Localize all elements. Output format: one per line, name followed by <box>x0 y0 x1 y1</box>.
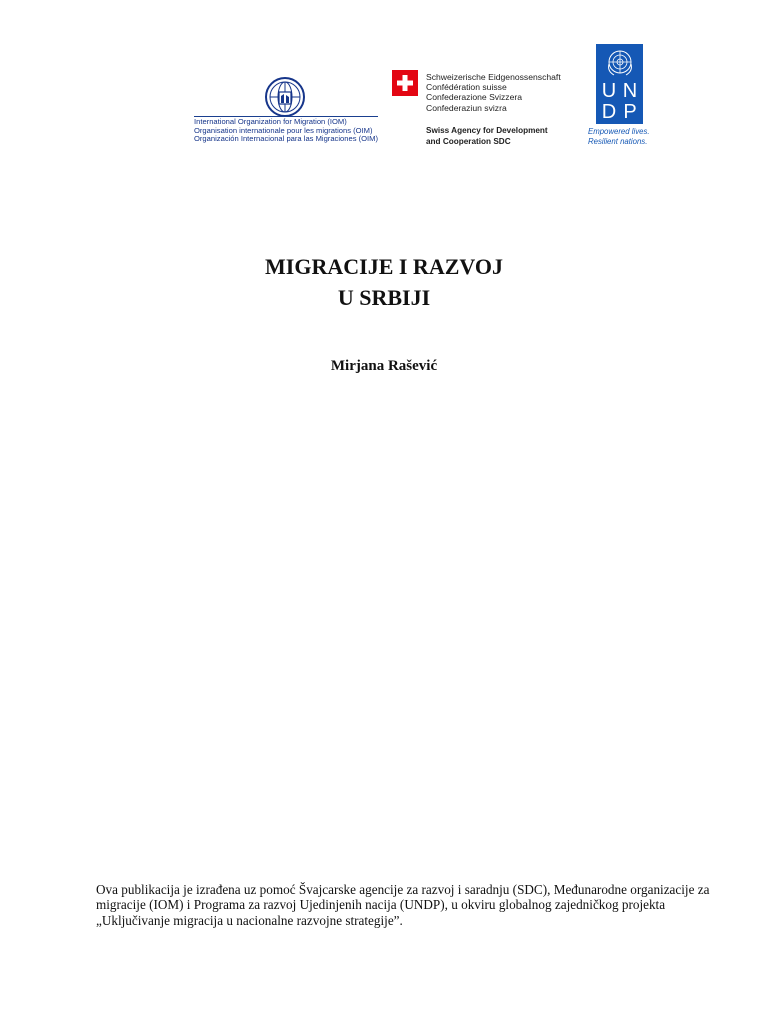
iom-emblem-icon <box>264 76 306 118</box>
un-emblem-icon <box>605 47 635 77</box>
publication-note: Ova publikacija je izrađena uz pomoć Švajcarske agencije za razvoj i saradnju (SDC), Međunarodne organizacije za migracije (IOM) i Programa za razvoj Ujedinjenih nacija (UNDP), u okviru globalnog zajedničkog projekta „Uključivanje migracija u nacionalne razvojne strategije”. <box>96 882 710 928</box>
iom-logo <box>192 76 382 150</box>
undp-tagline <box>588 127 650 146</box>
undp-letter: D <box>601 101 617 123</box>
iom-name-lines <box>194 118 380 144</box>
iom-name-line: International Organization for Migration (IOM) <box>194 117 347 126</box>
author-name: Mirjana Rašević <box>330 358 438 374</box>
swiss-name-line: Confédération suisse <box>426 82 507 93</box>
undp-letter: N <box>622 80 638 102</box>
swiss-sdc-logo <box>392 68 562 150</box>
swiss-agency-line: and Cooperation SDC <box>426 136 511 146</box>
swiss-name-line: Confederaziun svizra <box>426 102 507 113</box>
logo-header <box>0 0 768 160</box>
swiss-name-line: Schweizerische Eidgenossenschaft <box>426 72 561 82</box>
swiss-agency-line: Swiss Agency for Development <box>426 126 548 135</box>
iom-name-line: Organisation internationale pour les migrations (OIM) <box>194 125 373 135</box>
undp-tagline-line: Resilient nations. <box>588 136 648 146</box>
swiss-flag-icon <box>392 70 418 96</box>
swiss-agency-name <box>426 126 548 147</box>
undp-logo <box>586 44 666 154</box>
undp-emblem-box <box>596 44 643 124</box>
undp-letter: P <box>623 101 637 123</box>
swiss-name-line: Confederazione Svizzera <box>426 92 523 103</box>
title-line: U SRBIJI <box>337 285 431 310</box>
title-line: MIGRACIJE I RAZVOJ <box>265 254 503 279</box>
undp-letter: U <box>601 80 617 102</box>
iom-name-line: Organización Internacional para las Migraciones (OIM) <box>194 134 379 144</box>
undp-tagline-line: Empowered lives. <box>588 127 650 136</box>
document-title <box>200 251 568 313</box>
swiss-confederation-names <box>426 72 561 113</box>
